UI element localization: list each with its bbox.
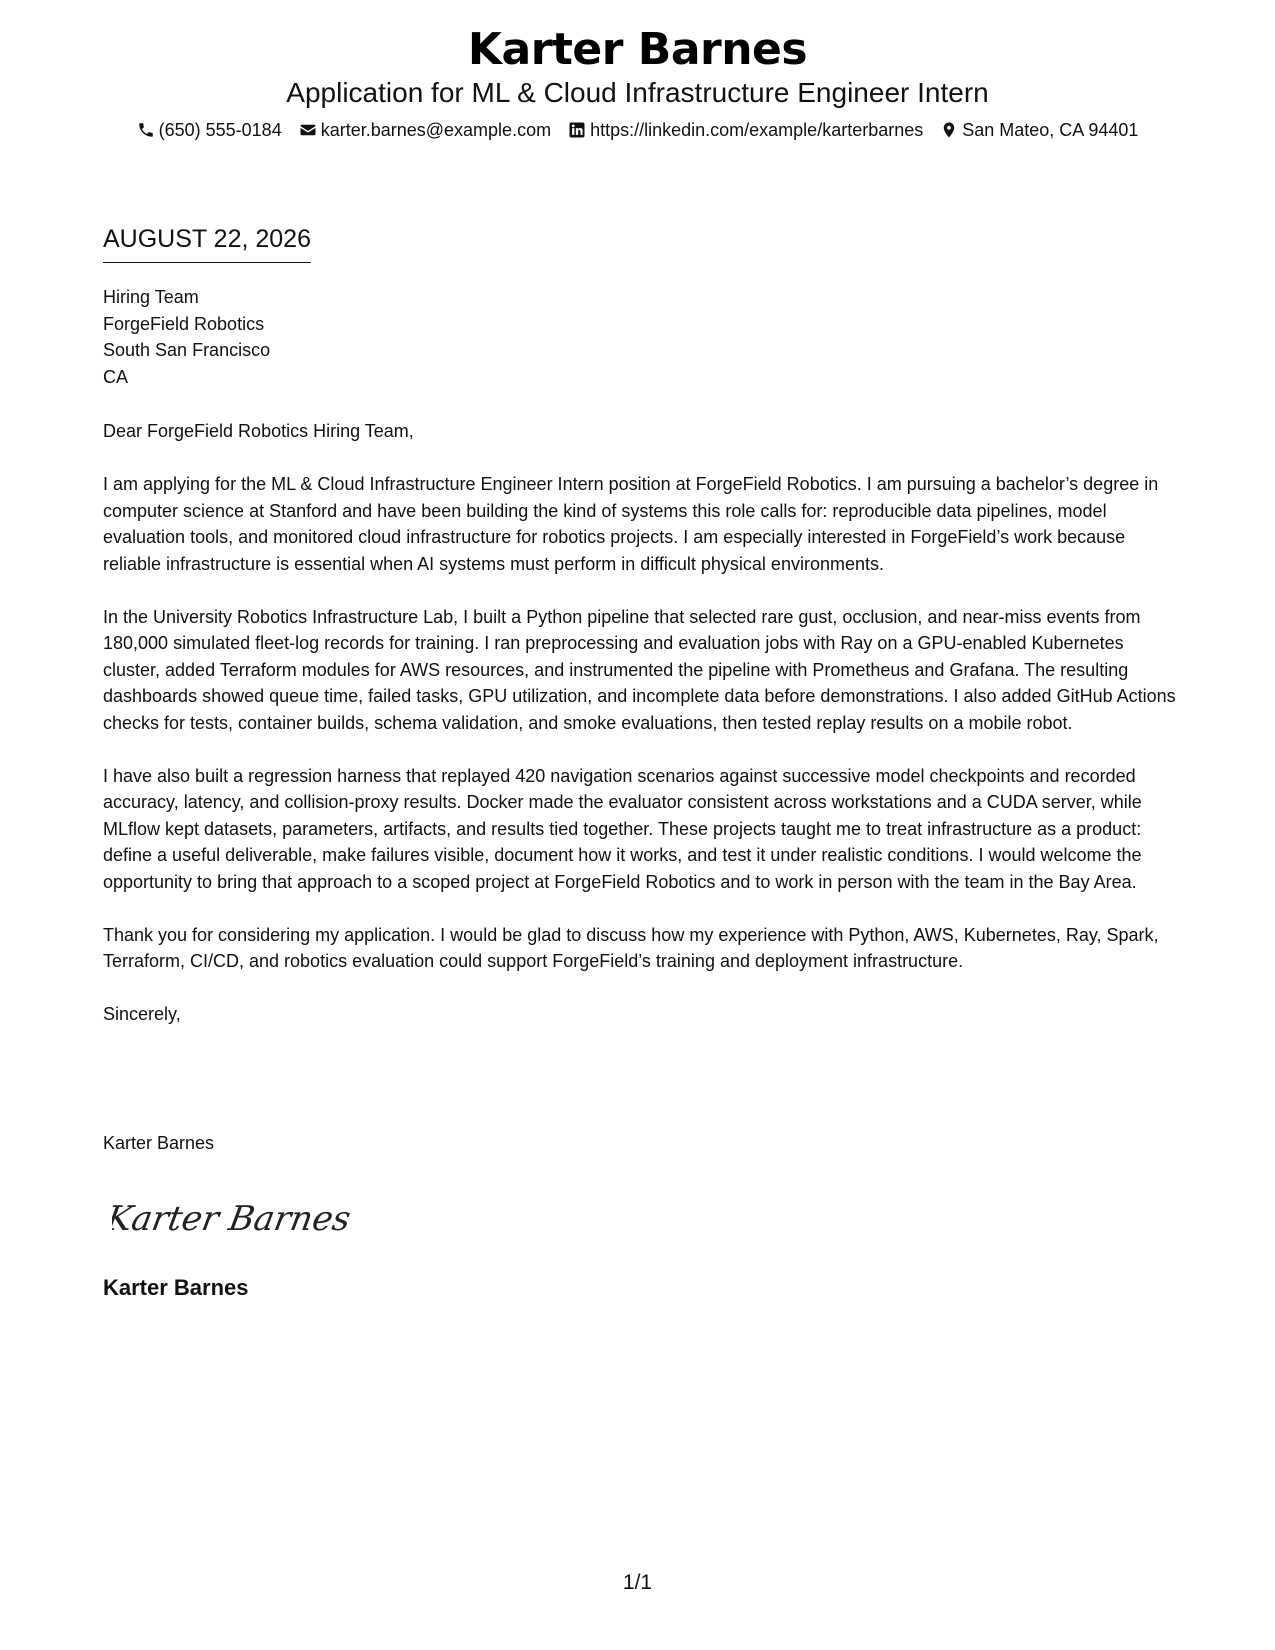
email-text[interactable]: karter.barnes@example.com [320,120,552,140]
salutation: Dear ForgeField Robotics Hiring Team, [103,421,414,441]
phone-text: (650) 555-0184 [158,120,282,140]
recipient-company: ForgeField Robotics [103,313,265,334]
contact-linkedin[interactable] [568,118,923,142]
recipient-line: Hiring Team [103,287,199,307]
body-paragraph: I am applying for the ML & Cloud Infrastructure Engineer Intern position at ForgeField Robotics. I am pursuing a bachelor’s degree in computer science at Stanford and have been building the kind of systems this role calls for: reproducible data pipelines, model evaluation tools, and monitored cloud infrastructure for robotics projects. I am especially interested in ForgeField’s work because reliable infrastructure is essential when AI systems must perform in difficult physical environments. [103,474,1159,574]
recipient-block [103,284,270,390]
closing: Sincerely, [103,1004,181,1024]
location-text: San Mateo, CA 94401 [962,120,1139,140]
linkedin-icon [568,121,586,139]
contact-bar [0,118,1275,142]
contact-email[interactable] [299,118,551,142]
body-paragraph: In the University Robotics Infrastructure Lab, I built a Python pipeline that selected rare gust, occlusion, and near-miss events from 180,000 simulated fleet-log records for training. I ran preprocessing and evaluation jobs with Ray on a GPU-enabled Kubernetes cluster, added Terraform modules for AWS resources, and instrumented the pipeline with Prometheus and Grafana. The resulting dashboards showed queue time, failed tasks, GPU utilization, and incomplete data before demonstrations. I also added GitHub Actions checks for tests, container builds, schema validation, and smoke evaluations, then tested replay results on a mobile robot. [103,606,1176,733]
recipient-city: South San Francisco [103,340,271,360]
linkedin-text[interactable]: https://linkedin.com/example/karterbarnes [590,120,924,140]
recipient-state: CA [103,366,129,387]
page-number: 1/1 [622,1571,653,1594]
envelope-icon [299,121,317,139]
applicant-name: Karter Barnes [467,24,808,75]
signature-glyphs: Karter Barnes [112,1199,352,1239]
letter-header [0,24,1275,142]
letter-body [103,418,1178,1054]
phone-icon [137,121,155,139]
map-pin-icon [940,121,958,139]
handwritten-signature [112,1188,352,1253]
closing-name: Karter Barnes [103,1133,215,1153]
letter-date: AUGUST 22, 2026 [103,223,311,263]
application-title: Application for ML & Cloud Infrastructure Engineer Intern [286,77,989,108]
contact-phone [137,118,282,142]
contact-location [940,118,1138,142]
signature-name: Karter Barnes [103,1275,249,1300]
body-paragraph: Thank you for considering my application. I would be glad to discuss how my experience with Python, AWS, Kubernetes, Ray, Spark, Terraform, CI/CD, and robotics evaluation could support ForgeField’s training and deployment infrastructure. [103,924,1159,971]
body-paragraph: I have also built a regression harness that replayed 420 navigation scenarios against successive model checkpoints and recorded accuracy, latency, and collision-proxy results. Docker made the evaluator consistent across workstations and a CUDA server, while MLflow kept datasets, parameters, artifacts, and results tied together. These projects taught me to treat infrastructure as a product: define a useful deliverable, make failures visible, document how it works, and test it under realistic conditions. I would welcome the opportunity to bring that approach to a scoped project at ForgeField Robotics and to work in person with the team in the Bay Area. [103,765,1142,892]
